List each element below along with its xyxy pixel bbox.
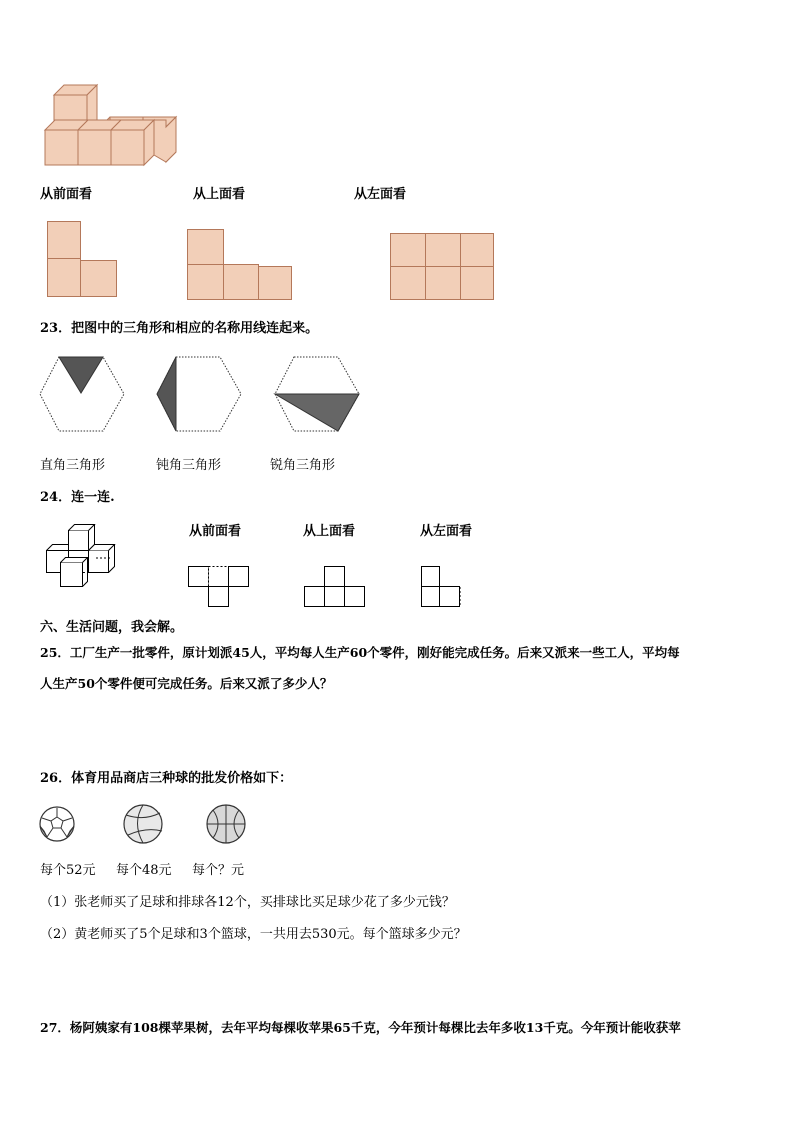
q26-sub2: （2）黄老师买了5个足球和3个篮球，一共用去530元。每个篮球多少元？ xyxy=(40,927,467,942)
q23-name-acute: 锐角三角形 xyxy=(270,458,336,473)
q22-shape-front xyxy=(47,221,127,301)
section6-title: 六、生活问题，我会解。 xyxy=(40,620,184,635)
volleyball-icon xyxy=(122,803,166,847)
q25-line1: 25．工厂生产一批零件，原计划派45人，平均每人生产60个零件，刚好能完成任务。后来又派来一些工人，平均每 xyxy=(40,645,680,660)
q24-view-label-front: 从前面看 xyxy=(189,524,242,539)
q23-title: 23．把图中的三角形和相应的名称用线连起来。 xyxy=(40,321,319,336)
q26-title: 26．体育用品商店三种球的批发价格如下： xyxy=(40,771,293,786)
q24-view-label-left: 从左面看 xyxy=(420,524,473,539)
q22-shape-top xyxy=(187,229,297,304)
q22-view-label-left: 从左面看 xyxy=(354,187,407,202)
q23-name-right: 直角三角形 xyxy=(40,458,106,473)
q24-view-label-top: 从上面看 xyxy=(303,524,356,539)
q25-line2: 人生产50个零件便可完成任务。后来又派了多少人？ xyxy=(40,676,333,691)
q24-view-shape-2 xyxy=(304,566,374,611)
q27-line1: 27．杨阿姨家有108棵苹果树，去年平均每棵收苹果65千克，今年预计每棵比去年多收13千克。今年预计能收获苹 xyxy=(40,1020,681,1035)
q22-shape-left xyxy=(390,233,500,303)
q24-cube-figure xyxy=(43,522,123,592)
q26-sub1: （1）张老师买了足球和排球各12个，买排球比买足球少花了多少元钱？ xyxy=(40,895,455,910)
q26-price-volleyball: 每个48元 xyxy=(116,863,172,878)
q24-view-shape-3 xyxy=(421,566,471,611)
q24-title: 24．连一连. xyxy=(40,490,115,505)
q22-view-label-front: 从前面看 xyxy=(40,187,93,202)
hexagon-right-triangle xyxy=(38,355,128,435)
q22-view-label-top: 从上面看 xyxy=(193,187,246,202)
q26-price-basketball: 每个？元 xyxy=(192,863,245,878)
cube-stack-figure xyxy=(40,80,180,180)
soccer-ball-icon xyxy=(38,805,78,845)
basketball-icon xyxy=(205,803,249,847)
q23-name-obtuse: 钝角三角形 xyxy=(156,458,222,473)
hexagon-obtuse-triangle xyxy=(155,355,245,435)
hexagon-acute-triangle xyxy=(273,355,363,435)
q24-view-shape-1 xyxy=(188,566,258,611)
q26-price-soccer: 每个52元 xyxy=(40,863,96,878)
